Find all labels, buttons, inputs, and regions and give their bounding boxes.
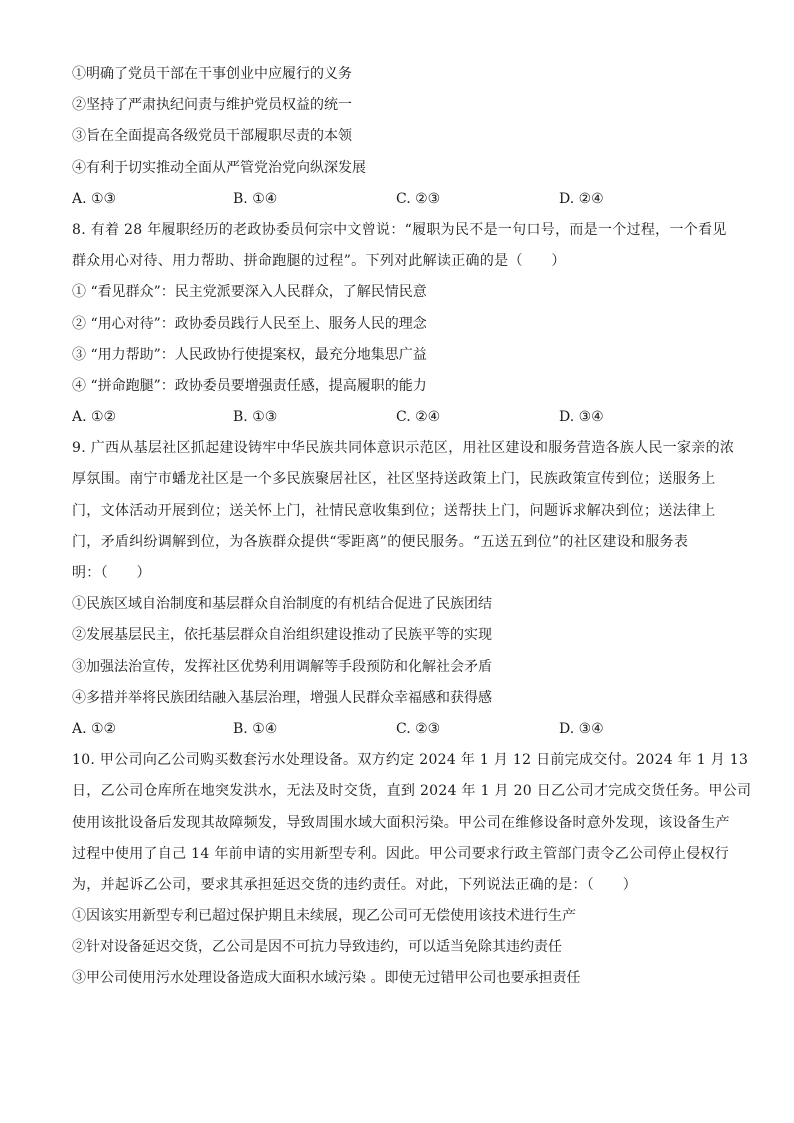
stem-line: 门，文体活动开展到位；送关怀上门，社情民意收集到位；送帮扶上门，问题诉求解决到位；送法律上 <box>72 502 716 519</box>
stem-line: 使用该批设备后发现其故障频发，导致周围水域大面积污染。甲公司在维修设备时意外发现，该设备生产 <box>72 814 730 831</box>
stem-line: 群众用心对待、用力帮助、拼命跑腿的过程”。下列对此解读正确的是（ ） <box>72 253 566 270</box>
question-8-options <box>72 282 722 396</box>
question-9-stem <box>72 438 735 583</box>
answer-choice-a: A. ①② <box>72 409 117 426</box>
option-line: ③加强法治宣传，发挥社区优势利用调解等手段预防和化解社会矛盾 <box>72 658 492 675</box>
option-line: ① “看见群众”：民主党派要深入人民群众，了解民情民意 <box>72 284 427 301</box>
option-line: ④有利于切实推动全面从严管党治党向纵深发展 <box>72 159 366 176</box>
answer-choice-a: A. ①③ <box>72 190 117 207</box>
option-line: ①因该实用新型专利已超过保护期且未续展，现乙公司可无偿使用该技术进行生产 <box>72 908 576 925</box>
stem-line: 过程中使用了自己 14 年前申请的实用新型专利。因此。甲公司要求行政主管部门责令乙公司停止侵权行 <box>72 845 730 862</box>
option-line: ①明确了党员干部在干事创业中应履行的义务 <box>72 66 352 82</box>
answer-choice-b: B. ①④ <box>233 720 278 737</box>
question-8-stem <box>72 220 727 271</box>
question-7-answer-choices <box>72 189 722 209</box>
answer-choice-d: D. ③④ <box>559 409 604 426</box>
option-line: ②坚持了严肃执纪问责与维护党员权益的统一 <box>72 97 352 114</box>
question-9-answer-choices <box>72 719 722 739</box>
answer-choice-c: C. ②③ <box>396 190 441 207</box>
option-line: ②针对设备延迟交货，乙公司是因不可抗力导致违约，可以适当免除其违约责任 <box>72 939 562 956</box>
stem-line: 厚氛围。南宁市蟠龙社区是一个多民族聚居社区，社区坚持送政策上门，民族政策宣传到位；送服务上 <box>72 471 716 488</box>
stem-line: 日，乙公司仓库所在地突发洪水，无法及时交货，直到 2024 年 1 月 20 日乙公司才完成交货任务。甲公司 <box>72 783 752 800</box>
option-line: ③旨在全面提高各级党员干部履职尽责的本领 <box>72 128 352 145</box>
option-line: ④多措并举将民族团结融入基层治理，增强人民群众幸福感和获得感 <box>72 689 492 706</box>
stem-line: 门，矛盾纠纷调解到位，为各族群众提供“零距离”的便民服务。“五送五到位”的社区建设和服务表 <box>72 533 689 550</box>
question-8-answer-choices <box>72 407 722 427</box>
answer-choice-a: A. ①② <box>72 720 117 737</box>
stem-line: 为，并起诉乙公司，要求其承担延迟交货的违约责任。对此，下列说法正确的是：（ ） <box>72 876 637 893</box>
answer-choice-c: C. ②③ <box>396 720 441 737</box>
question-9-options <box>72 594 722 708</box>
option-line: ②发展基层民主，依托基层群众自治组织建设推动了民族平等的实现 <box>72 627 492 644</box>
stem-line: 9. 广西从基层社区抓起建设铸牢中华民族共同体意识示范区，用社区建设和服务营造各族人民一家亲的浓 <box>72 440 735 457</box>
answer-choice-d: D. ②④ <box>559 190 604 207</box>
stem-line: 明：（ ） <box>72 565 151 581</box>
question-7-options <box>72 64 722 178</box>
stem-line: 10. 甲公司向乙公司购买数套污水处理设备。双方约定 2024 年 1 月 12 日前完成交付。2024 年 1 月 13 <box>72 752 749 769</box>
document-page <box>72 64 752 1000</box>
answer-choice-d: D. ③④ <box>559 720 604 737</box>
option-line: ①民族区域自治制度和基层群众自治制度的有机结合促进了民族团结 <box>72 596 492 613</box>
stem-line: 8. 有着 28 年履职经历的老政协委员何宗中文曾说：“履职为民不是一句口号，而是一个过程，一个看见 <box>72 221 727 238</box>
option-line: ④ “拼命跑腿”：政协委员要增强责任感，提高履职的能力 <box>72 377 427 394</box>
option-line: ③甲公司使用污水处理设备造成大面积水域污染 。即使无过错甲公司也要承担责任 <box>72 970 581 987</box>
question-10-stem <box>72 750 752 895</box>
option-line: ② “用心对待”：政协委员践行人民至上、服务人民的理念 <box>72 315 427 332</box>
answer-choice-c: C. ②④ <box>396 409 441 426</box>
option-line: ③ “用力帮助”：人民政协行使提案权，最充分地集思广益 <box>72 346 427 363</box>
answer-choice-b: B. ①③ <box>233 409 278 426</box>
question-10-options <box>72 906 722 988</box>
answer-choice-b: B. ①④ <box>233 190 278 207</box>
